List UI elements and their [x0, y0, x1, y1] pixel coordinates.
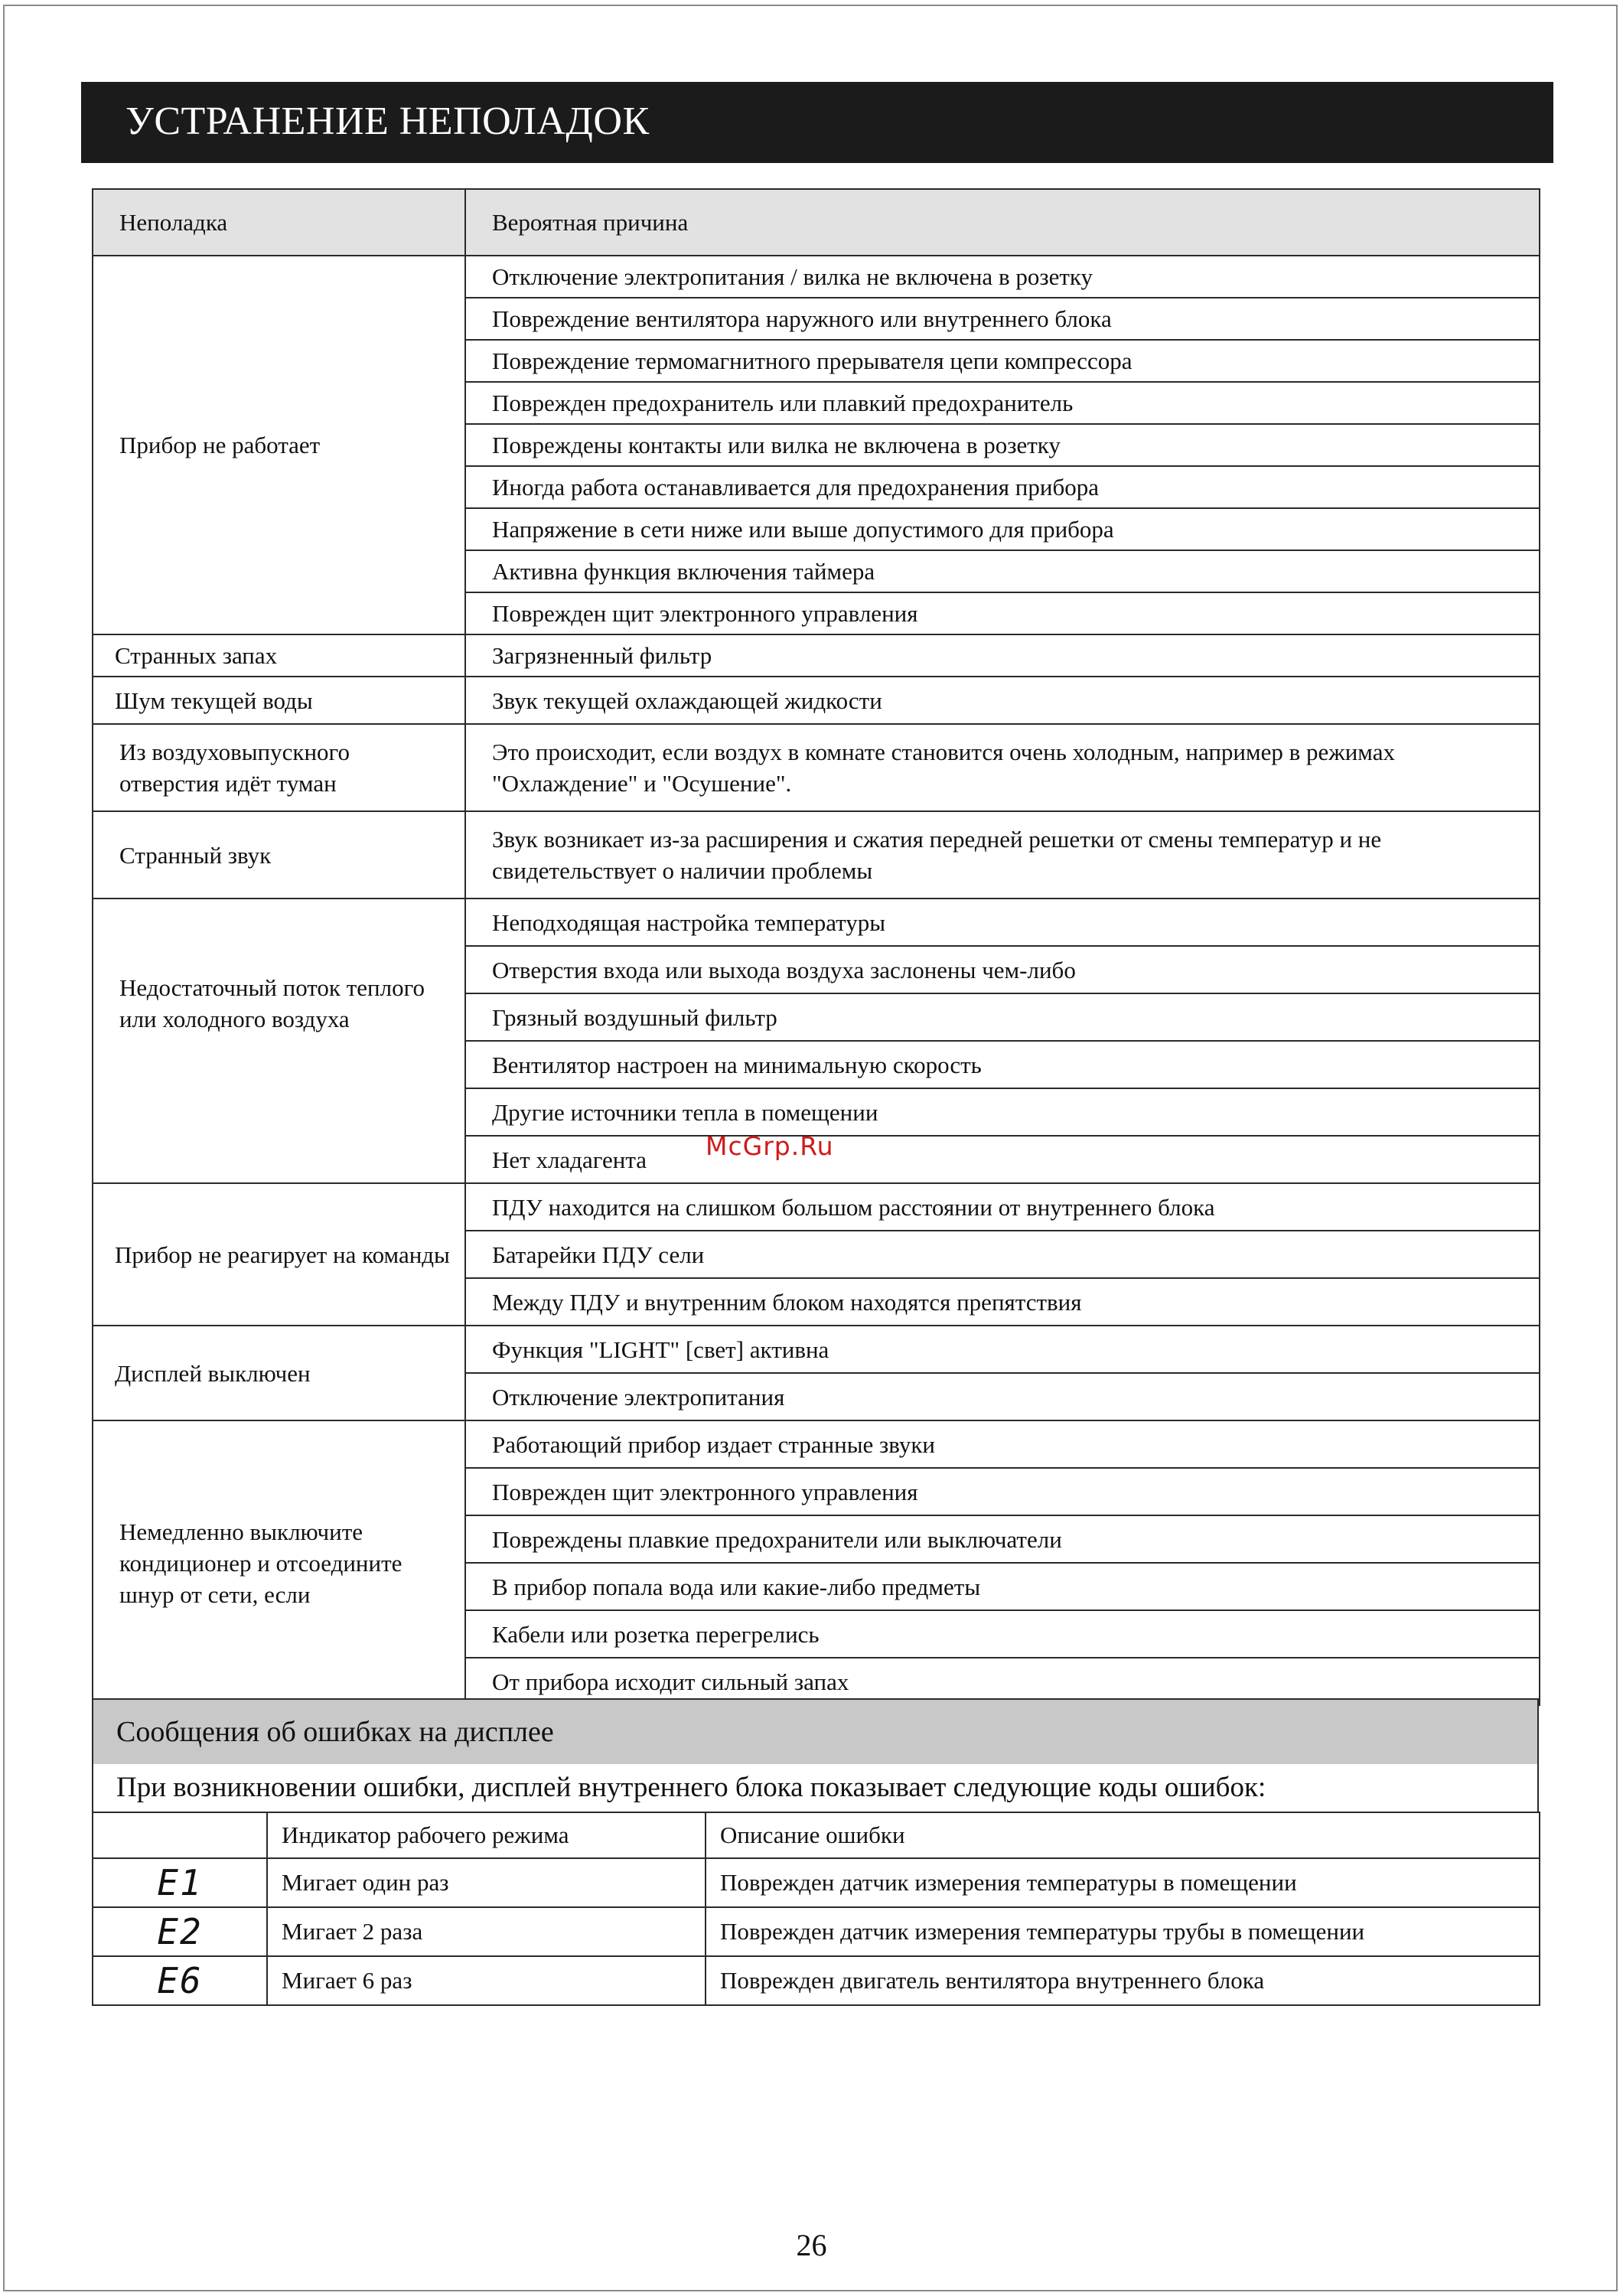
- cause-cell: Работающий прибор издает странные звуки: [465, 1420, 1540, 1468]
- header-cause: Вероятная причина: [465, 189, 1540, 256]
- cause-cell: Напряжение в сети ниже или выше допустимого для прибора: [465, 508, 1540, 550]
- error-description-header: Описание ошибки: [706, 1812, 1540, 1858]
- cause-cell: Загрязненный фильтр: [465, 634, 1540, 677]
- cause-cell: Поврежден предохранитель или плавкий предохранитель: [465, 382, 1540, 424]
- error-code-display: E2: [93, 1907, 267, 1956]
- cause-cell: Иногда работа останавливается для предохранения прибора: [465, 466, 1540, 508]
- table-row: [93, 1183, 1540, 1231]
- error-codes-table: [92, 1812, 1540, 2006]
- cause-cell: Звук текущей охлаждающей жидкости: [465, 677, 1540, 724]
- cause-cell: Нет хладагента: [465, 1136, 1540, 1183]
- troubleshooting-table: [92, 188, 1540, 1706]
- header-problem: Неполадка: [93, 189, 465, 256]
- error-indicator: Мигает один раз: [267, 1858, 706, 1907]
- error-section-intro: При возникновении ошибки, дисплей внутреннего блока показывает следующие коды ошибок:: [92, 1764, 1539, 1812]
- problem-cell: Прибор не работает: [93, 256, 465, 634]
- cause-cell: Повреждение термомагнитного прерывателя цепи компрессора: [465, 340, 1540, 382]
- cause-cell: Поврежден щит электронного управления: [465, 592, 1540, 634]
- cause-cell: Отверстия входа или выхода воздуха заслонены чем-либо: [465, 946, 1540, 993]
- cause-cell: Отключение электропитания: [465, 1373, 1540, 1420]
- cause-cell: В прибор попала вода или какие-либо предметы: [465, 1563, 1540, 1610]
- cause-cell: Батарейки ПДУ сели: [465, 1231, 1540, 1278]
- cause-cell: Грязный воздушный фильтр: [465, 993, 1540, 1041]
- table-row: [93, 1420, 1540, 1468]
- table-row: [93, 256, 1540, 298]
- error-code-header: [93, 1812, 267, 1858]
- error-section-header: Сообщения об ошибках на дисплее: [92, 1698, 1539, 1764]
- error-row: [93, 1907, 1540, 1956]
- error-codes-section: [92, 1698, 1539, 2006]
- error-code-display: E1: [93, 1858, 267, 1907]
- error-table-header-row: [93, 1812, 1540, 1858]
- cause-cell: От прибора исходит сильный запах: [465, 1658, 1540, 1705]
- cause-cell: Активна функция включения таймера: [465, 550, 1540, 592]
- cause-cell: Кабели или розетка перегрелись: [465, 1610, 1540, 1658]
- error-description: Поврежден двигатель вентилятора внутреннего блока: [706, 1956, 1540, 2005]
- problem-cell: Недостаточный поток теплого или холодного воздуха: [93, 899, 465, 1183]
- cause-cell: Повреждены плавкие предохранители или выключатели: [465, 1515, 1540, 1563]
- table-row: [93, 634, 1540, 677]
- cause-cell: Повреждение вентилятора наружного или внутреннего блока: [465, 298, 1540, 340]
- problem-cell: Шум текущей воды: [93, 677, 465, 724]
- table-header-row: [93, 189, 1540, 256]
- error-row: [93, 1858, 1540, 1907]
- watermark: McGrp.Ru: [706, 1131, 834, 1161]
- page-number: 26: [796, 2228, 827, 2262]
- error-description: Поврежден датчик измерения температуры в помещении: [706, 1858, 1540, 1907]
- error-row: [93, 1956, 1540, 2005]
- problem-cell: Прибор не реагирует на команды: [93, 1183, 465, 1326]
- title-bar: [81, 82, 1553, 163]
- cause-cell: Неподходящая настройка температуры: [465, 899, 1540, 946]
- cause-cell: Другие источники тепла в помещении: [465, 1088, 1540, 1136]
- page-title: УСТРАНЕНИЕ НЕПОЛАДОК: [125, 99, 650, 143]
- table-row: [93, 899, 1540, 946]
- problem-cell: Странных запах: [93, 634, 465, 677]
- cause-cell: Отключение электропитания / вилка не включена в розетку: [465, 256, 1540, 298]
- cause-cell: Звук возникает из-за расширения и сжатия передней решетки от смены температур и не свидетельствует о наличии проблемы: [465, 811, 1540, 899]
- cause-cell: Между ПДУ и внутренним блоком находятся препятствия: [465, 1278, 1540, 1326]
- cause-cell: Вентилятор настроен на минимальную скорость: [465, 1041, 1540, 1088]
- problem-cell: Из воздуховыпускного отверстия идёт туман: [93, 724, 465, 811]
- cause-cell: Это происходит, если воздух в комнате становится очень холодным, например в режимах "Охлаждение" и "Осушение".: [465, 724, 1540, 811]
- problem-cell: Странный звук: [93, 811, 465, 899]
- error-description: Поврежден датчик измерения температуры трубы в помещении: [706, 1907, 1540, 1956]
- table-row: [93, 724, 1540, 811]
- error-code-display: E6: [93, 1956, 267, 2005]
- problem-cell: Дисплей выключен: [93, 1326, 465, 1420]
- problem-cell: Немедленно выключите кондиционер и отсоедините шнур от сети, если: [93, 1420, 465, 1705]
- error-indicator: Мигает 2 раза: [267, 1907, 706, 1956]
- cause-cell: Функция "LIGHT" [свет] активна: [465, 1326, 1540, 1373]
- table-row: [93, 1326, 1540, 1373]
- table-row: [93, 677, 1540, 724]
- cause-cell: Повреждены контакты или вилка не включена в розетку: [465, 424, 1540, 466]
- cause-cell: Поврежден щит электронного управления: [465, 1468, 1540, 1515]
- error-indicator-header: Индикатор рабочего режима: [267, 1812, 706, 1858]
- table-row: [93, 811, 1540, 899]
- cause-cell: ПДУ находится на слишком большом расстоянии от внутреннего блока: [465, 1183, 1540, 1231]
- error-indicator: Мигает 6 раз: [267, 1956, 706, 2005]
